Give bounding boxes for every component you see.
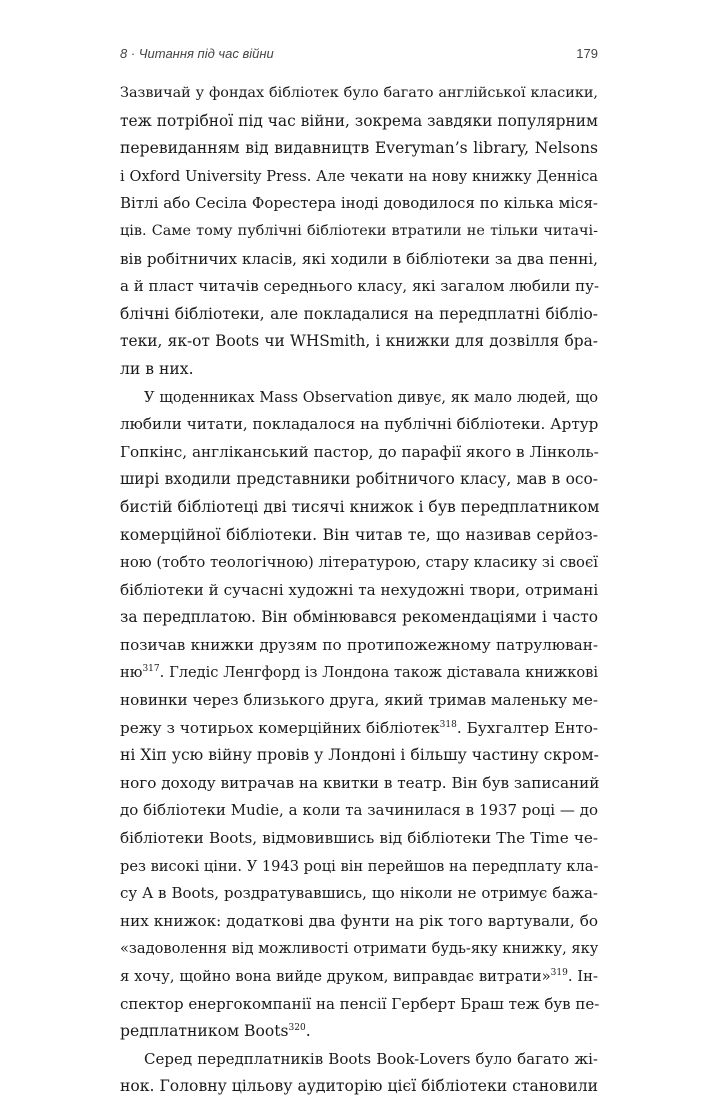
text-line bbox=[120, 577, 598, 605]
footnote-reference: 319 bbox=[550, 968, 568, 978]
text-line-content: ли в них. bbox=[120, 359, 194, 378]
text-line bbox=[120, 687, 598, 715]
text-line-content: рез високі ціни. У 1943 році він перейшов на передплату кла- bbox=[120, 857, 599, 875]
text-line bbox=[120, 935, 598, 963]
text-line-content: нок. Головну цільову аудиторію цієї бібліотеки становили bbox=[120, 1077, 599, 1096]
footnote-reference: 318 bbox=[439, 719, 457, 730]
text-line bbox=[120, 908, 598, 936]
text-line-content: перевиданням від видавництв Everyman’s library, Nelsons bbox=[120, 139, 598, 158]
text-line bbox=[120, 384, 598, 412]
text-line-content: спектор енергокомпанії на пенсії Герберт Браш теж був пе- bbox=[120, 994, 600, 1013]
text-line bbox=[120, 742, 598, 770]
text-line bbox=[120, 135, 598, 163]
text-line bbox=[120, 190, 598, 218]
text-line bbox=[120, 218, 598, 246]
text-line bbox=[120, 1046, 598, 1074]
chapter-title: 8 · Читання під час війни bbox=[120, 46, 274, 61]
text-line-content: ширі входили представники робітничого класу, мав в осо- bbox=[120, 470, 598, 489]
text-line bbox=[120, 328, 598, 356]
text-line-continuation: . Бухгалтер Енто- bbox=[456, 718, 598, 737]
text-line bbox=[120, 963, 598, 991]
text-line-content: і Oxford University Press. Але чекати на нову книжку Денніса bbox=[120, 167, 598, 185]
text-line-content: новинки через близького друга, який тримав маленьку ме- bbox=[120, 691, 598, 710]
text-line bbox=[120, 797, 598, 825]
text-line-content: комерційної бібліотеки. Він читав те, що називав серйоз- bbox=[120, 525, 598, 544]
text-line-content: вів робітничих класів, які ходили в бібліотеки за два пенні, bbox=[120, 249, 598, 268]
text-line bbox=[120, 825, 598, 853]
text-line-content: я хочу, щойно вона вийде друком, виправдає витрати» bbox=[120, 968, 551, 985]
footnote-reference: 317 bbox=[142, 664, 160, 675]
text-line-content: ного доходу витрачав на квитки в театр. Він був записаний bbox=[120, 773, 600, 792]
text-line bbox=[120, 356, 598, 384]
text-line bbox=[120, 108, 598, 136]
text-line bbox=[120, 632, 598, 660]
text-line-content: блічні бібліотеки, але покладалися на передплатні бібліо- bbox=[120, 304, 598, 323]
text-line-content: Вітлі або Сесіла Форестера іноді доводилося по кілька міся- bbox=[120, 194, 598, 213]
page-number: 179 bbox=[576, 46, 598, 61]
text-line-content: су A в Boots, роздратувавшись, що ніколи не отримує бажа- bbox=[120, 884, 598, 903]
footnote-reference: 320 bbox=[288, 1023, 306, 1034]
text-line-content: теки, як-от Boots чи WHSmith, і книжки для дозвілля бра- bbox=[120, 332, 598, 351]
text-line-content: бібліотеки Boots, відмовившись від бібліотеки The Time че- bbox=[120, 829, 598, 848]
text-line bbox=[120, 659, 598, 687]
text-line bbox=[120, 991, 598, 1019]
text-line-content: а й пласт читачів середнього класу, які загалом любили пу- bbox=[120, 277, 600, 296]
text-line bbox=[120, 522, 598, 550]
text-line-content: Гопкінс, англіканський пастор, до парафії якого в Лінколь- bbox=[120, 442, 599, 461]
text-line-content: бібліотеки й сучасні художні та нехудожні твори, отримані bbox=[120, 580, 599, 599]
text-line-content: редплатником Boots bbox=[120, 1022, 289, 1041]
text-line-content: них книжок: додаткові два фунти на рік того вартували, бо bbox=[120, 911, 598, 930]
text-line-content: любили читати, покладалося на публічні бібліотеки. Артур bbox=[120, 415, 599, 434]
body-text bbox=[120, 80, 598, 1101]
text-line bbox=[120, 466, 598, 494]
text-line-content: ню bbox=[120, 664, 143, 682]
text-line-content: теж потрібної під час війни, зокрема завдяки популярним bbox=[120, 111, 598, 130]
text-line-content: до бібліотеки Mudie, а коли та зачинилася в 1937 році — до bbox=[120, 801, 598, 820]
text-line bbox=[120, 1073, 598, 1101]
text-line-content: «задоволення від можливості отримати будь-яку книжку, яку bbox=[120, 940, 599, 958]
text-line-content: ців. Саме тому публічні бібліотеки втратили не тільки читачі- bbox=[120, 222, 598, 239]
text-line-content: позичав книжки друзям по протипожежному патрулюван- bbox=[120, 635, 598, 654]
text-line-continuation: . Ін- bbox=[567, 968, 598, 985]
text-line bbox=[120, 604, 598, 632]
text-line-content: ною (тобто теологічною) літературою, стару класику зі своєї bbox=[120, 554, 598, 572]
text-line-content: режу з чотирьох комерційних бібліотек bbox=[120, 718, 440, 737]
text-line-continuation: . bbox=[305, 1022, 311, 1041]
text-line-content: Серед передплатників Boots Book-Lovers було багато жі- bbox=[144, 1049, 598, 1068]
text-line bbox=[120, 411, 598, 439]
text-line bbox=[120, 80, 598, 108]
text-line-content: ні Хіп усю війну провів у Лондоні і більшу частину скром- bbox=[120, 746, 599, 765]
text-line-content: бистій бібліотеці дві тисячі книжок і був передплатником bbox=[120, 497, 600, 516]
text-line bbox=[120, 549, 598, 577]
text-line bbox=[120, 163, 598, 191]
text-line bbox=[120, 301, 598, 329]
text-line-content: Зазвичай у фондах бібліотек було багато англійської класики, bbox=[120, 85, 598, 101]
running-header bbox=[120, 46, 598, 66]
text-line bbox=[120, 770, 598, 798]
text-line bbox=[120, 273, 598, 301]
text-line bbox=[120, 715, 598, 743]
text-line bbox=[120, 880, 598, 908]
text-line bbox=[120, 246, 598, 274]
text-line-content: У щоденниках Mass Observation дивує, як мало людей, що bbox=[144, 388, 598, 406]
text-line-content: за передплатою. Він обмінювався рекомендаціями і часто bbox=[120, 608, 598, 627]
text-line bbox=[120, 439, 598, 467]
text-line bbox=[120, 1018, 598, 1046]
text-line bbox=[120, 494, 598, 522]
text-line bbox=[120, 853, 598, 881]
text-line-continuation: . Гледіс Ленгфорд із Лондона також діставала книжкові bbox=[159, 664, 598, 682]
